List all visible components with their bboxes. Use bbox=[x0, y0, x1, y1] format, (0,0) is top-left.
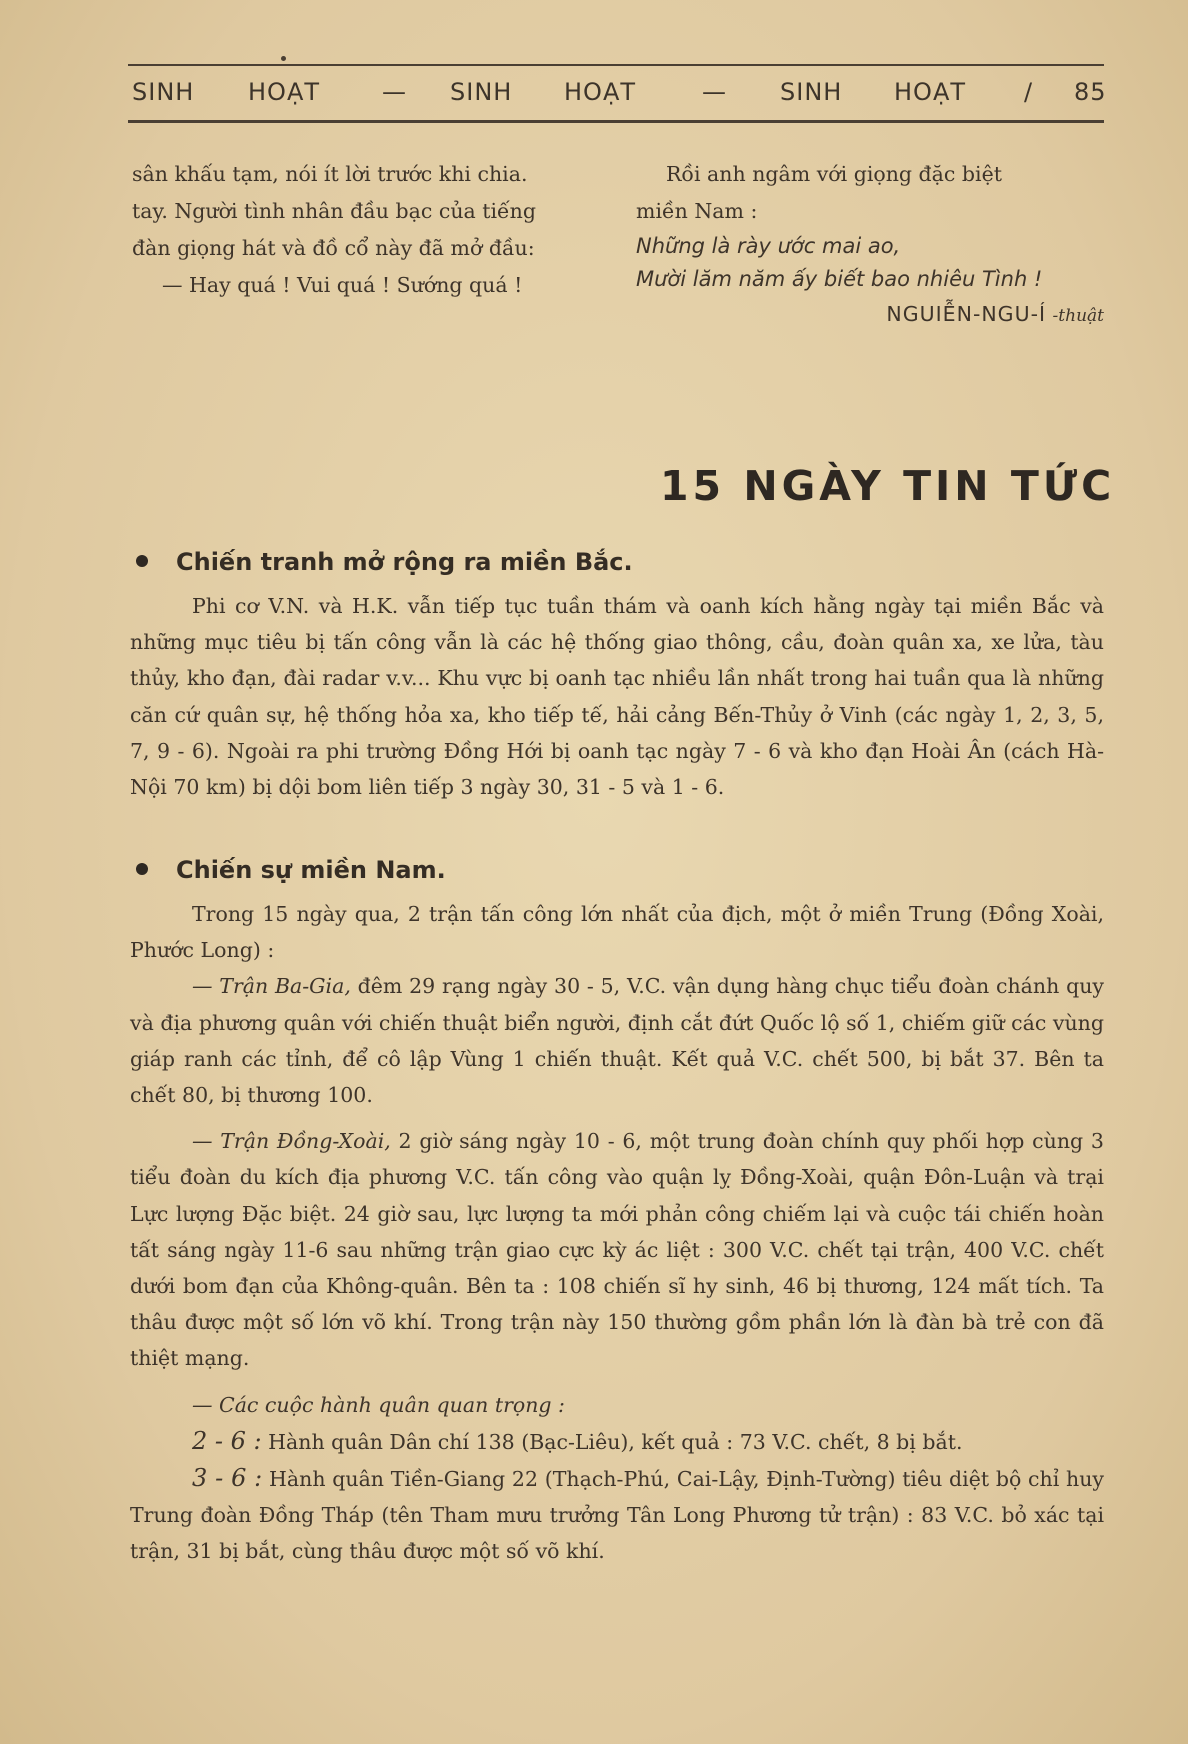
left-line: sân khấu tạm, nói ít lời trước khi chia. bbox=[132, 162, 528, 186]
right-column bbox=[636, 156, 1104, 335]
left-column bbox=[132, 156, 612, 304]
header-dash: — bbox=[702, 78, 727, 106]
operation-item bbox=[130, 1460, 1104, 1570]
author-suffix: -thuật bbox=[1052, 306, 1104, 326]
op2-text: Hành quân Tiền-Giang 22 (Thạch-Phú, Cai-Lậy, Định-Tường) tiêu diệt bộ chỉ huy Trung đoàn Đồng Tháp (tên Tham mưu trưởng Tân Long Phương tử trận) : 83 V.C. bỏ xác tại trận, 31 bị bắt, cùng thâu được một số võ khí. bbox=[130, 1467, 1104, 1564]
battle1-text: đêm 29 rạng ngày 30 - 5, V.C. vận dụng hàng chục tiểu đoàn chánh quy và địa phương quân với chiến thuật biển người, định cắt đứt Quốc lộ số 1, chiếm giữ các vùng giáp ranh các tỉnh, để cô lập Vùng 1 chiến thuật. Kết quả V.C. chết 500, bị bắt 37. Bên ta chết 80, bị thương 100. bbox=[130, 974, 1104, 1108]
header-word: HOẠT bbox=[564, 78, 637, 106]
operations-heading: — Các cuộc hành quân quan trọng : bbox=[192, 1392, 565, 1417]
section2-heading-text: Chiến sự miền Nam. bbox=[176, 856, 446, 884]
left-line: — Hay quá ! Vui quá ! Sướng quá ! bbox=[162, 273, 523, 297]
page-number: 85 bbox=[1074, 78, 1107, 106]
author-line bbox=[636, 296, 1104, 335]
op1-text: Hành quân Dân chí 138 (Bạc-Liêu), kết quả : 73 V.C. chết, 8 bị bắt. bbox=[261, 1429, 963, 1454]
verse-line: Những là rày ước mai ao, bbox=[636, 234, 901, 258]
section1-body bbox=[130, 588, 1104, 805]
section2-heading bbox=[136, 856, 446, 884]
header-rule-bottom bbox=[128, 120, 1104, 123]
right-line: miền Nam : bbox=[636, 199, 758, 223]
left-line: tay. Người tình nhân đầu bạc của tiếng bbox=[132, 199, 536, 223]
header-rule-top bbox=[128, 64, 1104, 66]
section-main-title: 15 NGÀY TIN TỨC bbox=[660, 462, 1116, 510]
battle-paragraph bbox=[130, 968, 1104, 1113]
verse-line: Mười lăm năm ấy biết bao nhiêu Tình ! bbox=[636, 267, 1043, 291]
battle1-title: — Trận Ba-Gia, bbox=[192, 974, 351, 999]
op2-date: 3 - 6 : bbox=[192, 1464, 263, 1493]
header-word: HOẠT bbox=[894, 78, 967, 106]
header-word: SINH bbox=[132, 78, 195, 106]
section1-heading bbox=[136, 548, 633, 576]
header-word: HOẠT bbox=[248, 78, 321, 106]
section2-intro: Trong 15 ngày qua, 2 trận tấn công lớn nhất của địch, một ở miền Trung (Đồng Xoài, Phước Long) : bbox=[130, 902, 1104, 963]
header-dash: — bbox=[382, 78, 407, 106]
operation-item bbox=[130, 1423, 1104, 1460]
battle2-title: — Trận Đồng-Xoài, bbox=[192, 1129, 391, 1154]
header-slash: / bbox=[1024, 78, 1034, 106]
section1-paragraph: Phi cơ V.N. và H.K. vẫn tiếp tục tuần thám và oanh kích hằng ngày tại miền Bắc và những mục tiêu bị tấn công vẫn là các hệ thống giao thông, cầu, đoàn quân xa, xe lửa, tàu thủy, kho đạn, đài radar v.v... Khu vực bị oanh tạc nhiều lần nhất trong hai tuần qua là những căn cứ quân sự, hệ thống hỏa xa, kho tiếp tế, hải cảng Bến-Thủy ở Vinh (các ngày 1, 2, 3, 5, 7, 9 - 6). Ngoài ra phi trường Đồng Hới bị oanh tạc ngày 7 - 6 và kho đạn Hoài Ân (cách Hà-Nội 70 km) bị dội bom liên tiếp 3 ngày 30, 31 - 5 và 1 - 6. bbox=[130, 594, 1104, 800]
section2-body bbox=[130, 896, 1104, 1570]
bullet-icon bbox=[136, 863, 148, 875]
battle-paragraph bbox=[130, 1123, 1104, 1376]
header-word: SINH bbox=[450, 78, 513, 106]
header-word: SINH bbox=[780, 78, 843, 106]
running-header bbox=[132, 78, 1107, 114]
author-name: NGUIỄN-NGU-Í bbox=[886, 302, 1047, 326]
section1-heading-text: Chiến tranh mở rộng ra miền Bắc. bbox=[176, 548, 633, 576]
left-line: đàn giọng hát và đồ cổ này đã mở đầu: bbox=[132, 236, 535, 260]
right-line: Rồi anh ngâm với giọng đặc biệt bbox=[666, 162, 1002, 186]
op1-date: 2 - 6 : bbox=[192, 1426, 262, 1455]
battle2-text: 2 giờ sáng ngày 10 - 6, một trung đoàn chính quy phối hợp cùng 3 tiểu đoàn du kích địa phương V.C. tấn công vào quận lỵ Đồng-Xoài, quận Đôn-Luận và trại Lực lượng Đặc biệt. 24 giờ sau, lực lượng ta mới phản công chiếm lại và cuộc tái chiến hoàn tất sáng ngày 11-6 sau những trận giao cực kỳ ác liệt : 300 V.C. chết tại trận, 400 V.C. chết dưới bom đạn của Không-quân. Bên ta : 108 chiến sĩ hy sinh, 46 bị thương, 124 mất tích. Ta thâu được một số lớn võ khí. Trong trận này 150 thường gồm phần lớn là đàn bà trẻ con đã thiệt mạng. bbox=[130, 1129, 1104, 1371]
bullet-icon bbox=[136, 555, 148, 567]
decorative-dot bbox=[281, 56, 286, 61]
